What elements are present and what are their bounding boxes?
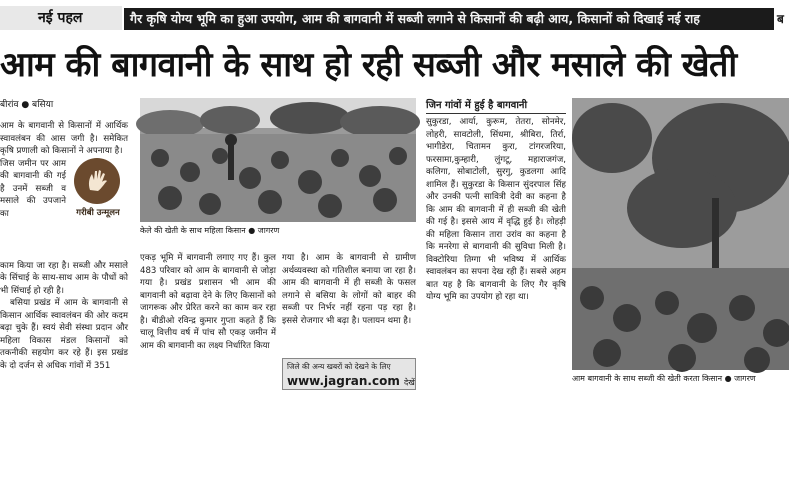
headline: आम की बागवानी के साथ हो रही सब्जी और मसाले की खेती xyxy=(0,45,737,85)
section-tag: नई पहल xyxy=(0,6,122,30)
jagran-promo-box xyxy=(282,358,416,390)
cut-off-text: ब xyxy=(777,12,784,26)
paragraph: बसिया प्रखंड में आम के बागवानी से किसान आर्थिक स्वावलंबन की ओर कदम बढ़ा चुके हैं। स्वयं सेवी संस्था प्रदान और महिला विकास मंडल किसानों को तकनीकी सहयोग कर रहे हैं। इस प्रखंड के दो दर्जन से अधिक गांवों में 351 xyxy=(0,298,128,371)
promo-link[interactable] xyxy=(287,373,413,391)
garibi-unmoolan-logo xyxy=(70,158,126,232)
logo-text: गरीबी उन्मूलन xyxy=(76,207,120,218)
article-column-3: गया है। आम के बागवानी से ग्रामीण अर्थव्यवस्था को गतिशील बनाया जा रहा है। आम की बागवानी में ही सब्जी के फसल लगाने से बसिया के लोगों को बाहर की सब्जी पर निर्भर नहीं रहना पड़ रहा है। इससे रोजगार भी बढ़ा है। पलायन थमा है। xyxy=(282,253,416,326)
paragraph: जिस जमीन पर आम की बागवानी की गई है उनमें सब्जी व मसाले की उपजाने का xyxy=(0,158,66,219)
paragraph: आम के बागवानी से किसानों में आर्थिक स्वावलंबन की आस जगी है। समेकित कृषि प्रणाली को किसानों ने अपनाया है। xyxy=(0,121,128,156)
article-column-2: एकड़ भूमि में बागवानी लगाए गए हैं। कुल 483 परिवार को आम के बागवानी से जोड़ा गया है। प्रखंड प्रशासन भी आम की बागवानी को बढ़ावा देने के लिए किसानों को जागरूक और प्रेरित करने का काम कर रहा है। बीडीओ रविन्द्र कुमार गुप्ता कहते हैं कि चालू वित्तीय वर्ष में पांच सौ एकड़ जमीन में आम की बागवानी का लक्ष्य निर्धारित किया xyxy=(140,253,276,351)
article-column-1 xyxy=(0,120,128,390)
article-column-4: सुकुरडा, आर्या, कुरूम, तेतरा, सोनमेर, लोहरी, सावटोली, सिंधमा, श्रीबिरा, तिर्रा, भागीडेरा, चितामन कुरा, टांगरजरिया, फरसामा,कुम्हारी, लुंगटू, महाराजगंज, कलिगा, सोबाटोली, सुरगु, कुडलगा आदि शामिल हैं। सुकुरडा के किसान सुंदरपाल सिंह और उनकी पत्नी सावित्री देवी का कहना है कि आम की बागवानी में ही सब्जी की खेती की गई है। इससे आय में वृद्धि हुई है। लोहड़ी की महिला किसान तारा उरांव का कहना है कि मनरेगा से बागवानी की सुविधा मिली है। विक्टोरिया तिग्गा भी भविष्य में आर्थिक स्वावलंबन का सपना देख रही हैं। सबसे अहम बात यह है कि बागवानी के लिए गैर कृषि योग्य भूमि का उपयोग हो रहा था। xyxy=(426,117,566,302)
jagran-url[interactable]: www.jagran.com xyxy=(287,374,400,388)
byline: बीरांव ● बसिया xyxy=(0,100,54,110)
farm-photo-illustration xyxy=(140,98,416,222)
photo-caption: केले की खेती के साथ महिला किसान ● जागरण xyxy=(140,226,280,235)
mango-photo-illustration xyxy=(572,98,789,370)
photo-caption: आम बागवानी के साथ सब्जी की खेती करता किसान ● जागरण xyxy=(572,374,756,383)
photo-mango-garden xyxy=(572,98,789,370)
strapline: गैर कृषि योग्य भूमि का हुआ उपयोग, आम की बागवानी में सब्जी लगाने से किसानों की बढ़ी आय, किसानों को दिखाई नई राह xyxy=(124,8,774,30)
paragraph: काम किया जा रहा है। सब्जी और मसाले के सिंचाई के साथ-साथ आम के पौधों को भी सिंचाई हो रही है। xyxy=(0,260,128,296)
photo-banana-farm xyxy=(140,98,416,222)
wrap-zone xyxy=(0,158,128,260)
subheading: जिन गांवों में हुई है बागवानी xyxy=(426,98,566,114)
hand-icon xyxy=(82,166,112,196)
promo-text: जिले की अन्य खबरों को देखने के लिए xyxy=(287,362,391,371)
promo-suffix: देखें xyxy=(404,378,415,387)
